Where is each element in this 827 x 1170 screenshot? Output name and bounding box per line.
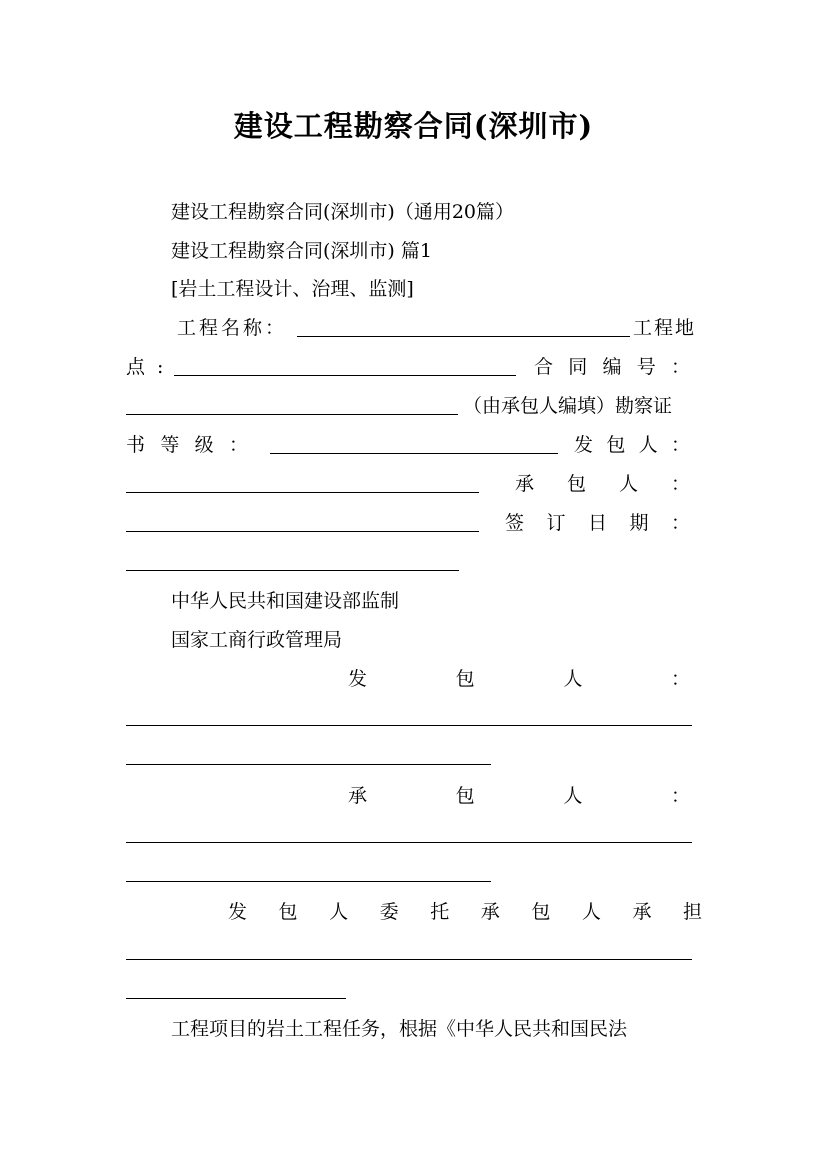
- section-heading: 建设工程勘察合同(深圳市) 篇1: [171, 240, 432, 262]
- project-site-blank: [174, 375, 516, 376]
- contractor-label: 承 包 人 ：: [515, 473, 690, 495]
- document-title: 建设工程勘察合同(深圳市): [233, 109, 594, 143]
- entrust-blank-b: [126, 998, 346, 999]
- contractor-blank-2a: [126, 842, 692, 843]
- entrust-blank-a: [126, 959, 692, 960]
- contract-number-label: 合 同 编 号 ：: [534, 356, 690, 378]
- contractor-fill-note: （由承包人编填）勘察证: [463, 395, 673, 417]
- signing-date-blank: [126, 570, 459, 571]
- signing-date-label: 签 订 日 期 ：: [505, 512, 690, 534]
- contractor-blank: [126, 531, 479, 532]
- entrust-line: 发 包 人 委 托 承 包 人 承 担: [228, 901, 702, 923]
- contractor-blank-2b: [126, 881, 491, 882]
- project-name-blank: [297, 336, 630, 337]
- employer-blank-2a: [126, 725, 692, 726]
- project-site-label-cont: 点 :: [126, 356, 167, 378]
- employer-label: 发 包 人 ：: [574, 434, 690, 456]
- certificate-level-blank: [270, 453, 558, 454]
- certificate-level-label: 书 等 级 ：: [126, 434, 248, 456]
- scope-line: [岩土工程设计、治理、监测]: [171, 278, 414, 300]
- contractor-label-2: 承 包 人 ：: [348, 785, 690, 807]
- employer-label-2: 发 包 人 ：: [348, 668, 690, 690]
- subtitle-line: 建设工程勘察合同(深圳市)（通用20篇）: [171, 201, 515, 223]
- project-site-label: 工程地: [633, 317, 697, 339]
- contract-number-blank: [126, 414, 458, 415]
- supervisor-bureau: 国家工商行政管理局: [171, 629, 343, 651]
- employer-blank-2b: [126, 764, 491, 765]
- body-paragraph: 工程项目的岩土工程任务，根据《中华人民共和国民法: [171, 1018, 628, 1040]
- project-name-label: 工程名称：: [177, 317, 288, 339]
- supervisor-ministry: 中华人民共和国建设部监制: [171, 590, 400, 612]
- employer-blank: [126, 492, 479, 493]
